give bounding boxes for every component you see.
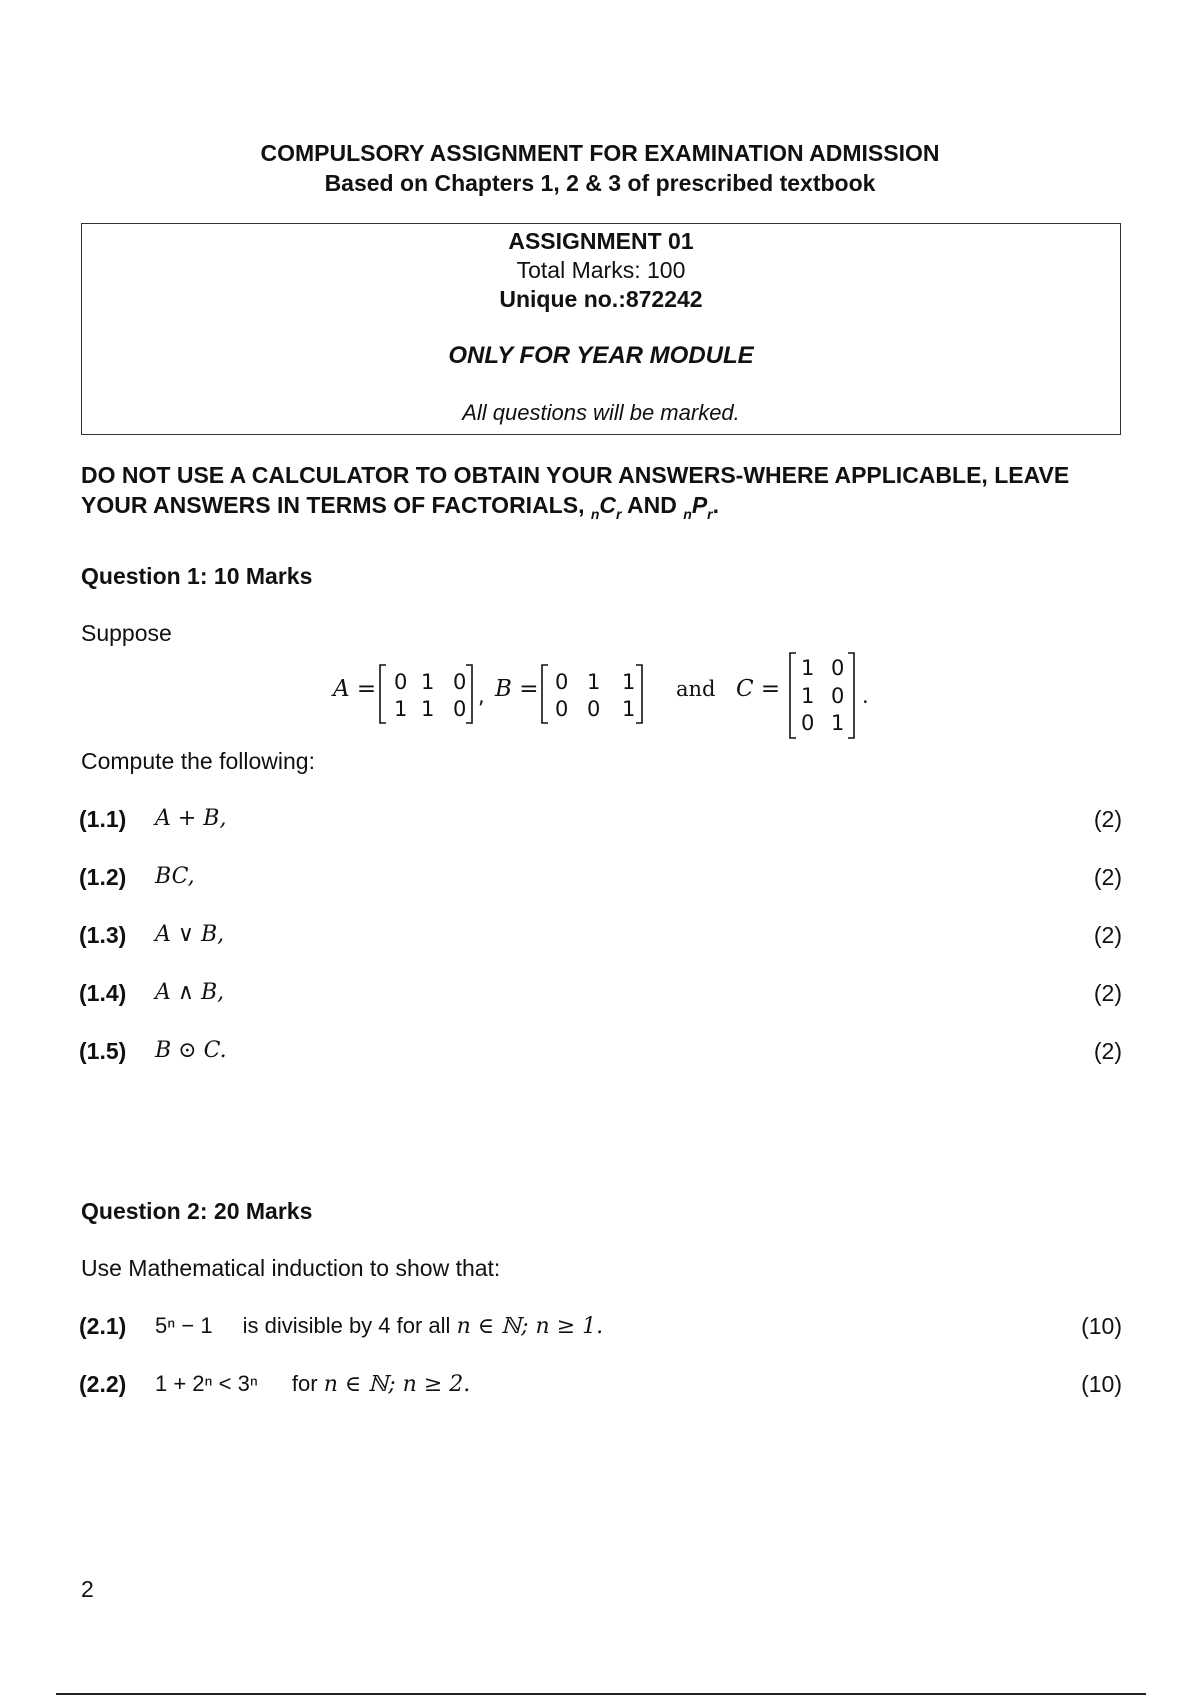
- question-2-intro: Use Mathematical induction to show that:: [81, 1255, 501, 1281]
- matrix-c-left-bracket: [790, 653, 796, 738]
- subscript-n: n: [590, 506, 600, 522]
- item-expression: A ∨ B,: [155, 922, 225, 947]
- matrix-a-cell: 0: [453, 697, 467, 721]
- matrix-c-cell: 0: [831, 684, 845, 708]
- item-expression: [155, 1310, 603, 1343]
- matrix-b-cell: 0: [587, 697, 601, 721]
- matrix-a-cell: 1: [394, 697, 408, 721]
- item-number: (1.1): [79, 806, 127, 832]
- item-number: (1.5): [79, 1038, 127, 1064]
- item-text: is divisible by 4 for all: [242, 1313, 451, 1338]
- item-marks: (10): [1081, 1313, 1122, 1339]
- item-marks: (2): [1093, 864, 1122, 890]
- combination-symbol: C: [599, 492, 617, 518]
- warning-prefix: YOUR ANSWERS IN TERMS OF FACTORIALS,: [81, 492, 591, 518]
- matrix-a-cell: 1: [421, 697, 435, 721]
- warning-end: .: [712, 492, 720, 518]
- matrix-comma: ,: [478, 684, 485, 708]
- item-expression: BC,: [155, 864, 195, 889]
- assignment-info-box: [81, 223, 1121, 435]
- question-item: [79, 861, 1122, 893]
- question-item: [79, 803, 1122, 835]
- header-title: COMPULSORY ASSIGNMENT FOR EXAMINATION ADMISSION: [260, 140, 940, 166]
- subscript-n-2: n: [683, 506, 692, 522]
- item-number: (1.3): [79, 922, 127, 948]
- matrix-b-left-bracket: [542, 665, 548, 723]
- subscript-r: r: [616, 506, 622, 522]
- item-number: (1.4): [79, 980, 127, 1006]
- warning-and: AND: [621, 492, 684, 518]
- item-condition: n ∈ ℕ; n ≥ 1.: [456, 1314, 604, 1339]
- item-text: for: [291, 1371, 318, 1396]
- question-2-heading: Question 2: 20 Marks: [81, 1198, 313, 1224]
- matrix-c-cell: 0: [801, 711, 815, 735]
- matrix-b-cell: 1: [622, 670, 636, 694]
- matrix-a-cell: 0: [394, 670, 408, 694]
- item-marks: (2): [1093, 806, 1122, 832]
- unique-number: Unique no.:872242: [499, 286, 703, 312]
- header-subtitle: Based on Chapters 1, 2 & 3 of prescribed textbook: [324, 170, 876, 196]
- subscript-r-2: r: [707, 506, 713, 522]
- matrix-b-cell: 0: [555, 670, 569, 694]
- compute-instruction: Compute the following:: [81, 748, 315, 774]
- item-marks: (10): [1081, 1371, 1122, 1397]
- matrix-b-cell: 1: [622, 697, 636, 721]
- item-expression: [155, 1368, 470, 1401]
- matrix-a-cell: 0: [453, 670, 467, 694]
- matrix-c-cell: 0: [831, 656, 845, 680]
- matrix-a-cell: 1: [421, 670, 435, 694]
- warning-line-1: DO NOT USE A CALCULATOR TO OBTAIN YOUR ANSWERS-WHERE APPLICABLE, LEAVE: [81, 462, 1070, 488]
- matrix-a-label: A =: [333, 676, 377, 702]
- matrix-b-cell: 1: [587, 670, 601, 694]
- item-condition: n ∈ ℕ; n ≥ 2.: [323, 1372, 471, 1397]
- assignment-title: ASSIGNMENT 01: [508, 228, 694, 254]
- item-marks: (2): [1093, 980, 1122, 1006]
- item-lhs: 1 + 2ⁿ < 3ⁿ: [155, 1371, 258, 1396]
- question-item: [79, 977, 1122, 1009]
- matrix-definitions: [0, 645, 1200, 745]
- question-item: [79, 1368, 1122, 1400]
- item-marks: (2): [1093, 1038, 1122, 1064]
- matrix-b-cell: 0: [555, 697, 569, 721]
- item-marks: (2): [1093, 922, 1122, 948]
- question-1-intro: Suppose: [81, 620, 172, 646]
- matrix-and: and: [676, 677, 716, 701]
- item-number: (2.1): [79, 1313, 127, 1339]
- matrix-c-cell: 1: [801, 656, 815, 680]
- item-expression: A + B,: [155, 806, 227, 831]
- item-expression: B ⊙ C.: [155, 1038, 227, 1063]
- matrix-c-cell: 1: [831, 711, 845, 735]
- item-expression: A ∧ B,: [155, 980, 225, 1005]
- matrix-c-cell: 1: [801, 684, 815, 708]
- matrix-c-label: C =: [736, 676, 781, 702]
- calculator-warning: [81, 460, 1126, 523]
- warning-line-2: [81, 490, 1126, 523]
- matrix-a-left-bracket: [380, 665, 386, 723]
- marking-note: All questions will be marked.: [462, 400, 740, 425]
- item-lhs: 5ⁿ − 1: [155, 1313, 213, 1338]
- matrix-period: .: [862, 684, 869, 708]
- matrix-a-right-bracket: [466, 665, 472, 723]
- permutation-symbol: P: [691, 492, 708, 518]
- question-item: [79, 919, 1122, 951]
- question-item: [79, 1310, 1122, 1342]
- matrix-b-right-bracket: [636, 665, 642, 723]
- question-item: [79, 1035, 1122, 1067]
- item-number: (2.2): [79, 1371, 127, 1397]
- matrix-equation: [0, 645, 1200, 745]
- total-marks: Total Marks: 100: [516, 257, 686, 283]
- page-number: 2: [81, 1576, 94, 1602]
- module-note: ONLY FOR YEAR MODULE: [448, 342, 754, 369]
- question-1-heading: Question 1: 10 Marks: [81, 563, 313, 589]
- matrix-b-label: B =: [495, 676, 539, 702]
- item-number: (1.2): [79, 864, 127, 890]
- document-header: [0, 138, 1200, 198]
- footer-rule: [56, 1693, 1146, 1695]
- matrix-c-right-bracket: [848, 653, 854, 738]
